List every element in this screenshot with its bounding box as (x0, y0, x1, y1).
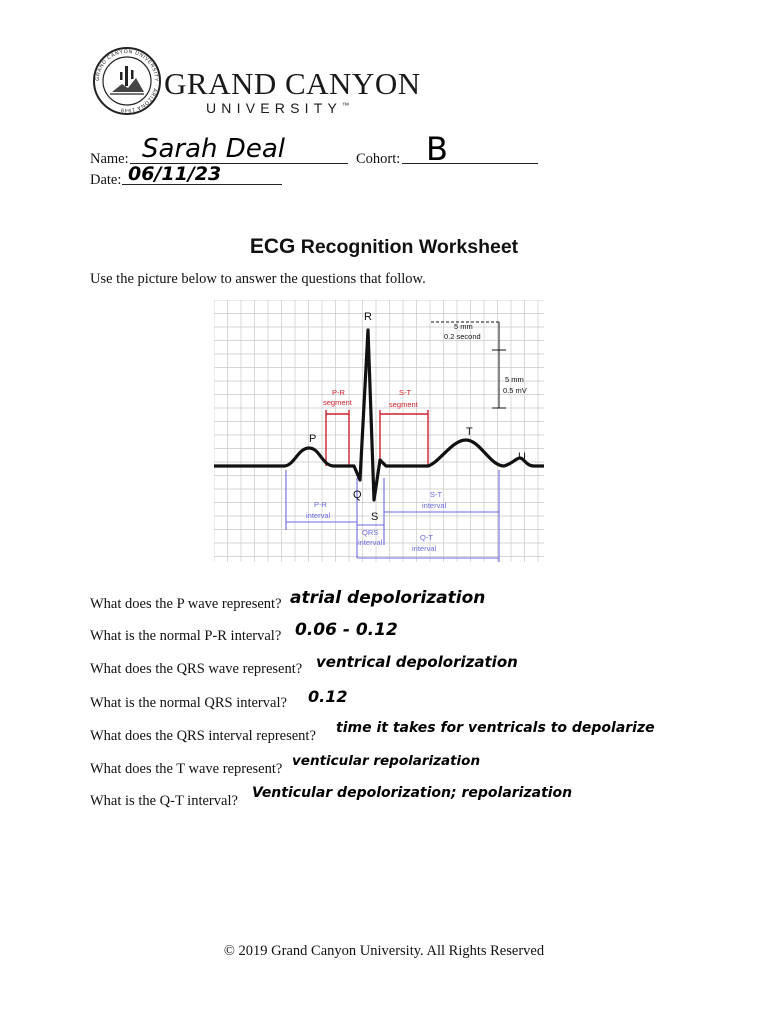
date-label: Date: (90, 172, 122, 188)
segment-markers (326, 410, 428, 466)
answer-text[interactable]: atrial depolorization (290, 588, 486, 608)
scale-time-mm: 5 mm (454, 322, 473, 331)
title-prefix: ECG (249, 235, 296, 258)
label-t: T (466, 426, 473, 438)
label-r: R (364, 311, 372, 323)
question-text: What does the QRS interval represent? (90, 728, 316, 744)
st-segment-label-1: S-T (399, 388, 412, 397)
label-q: Q (353, 489, 362, 501)
copyright-footer: © 2019 Grand Canyon University. All Rights Reserved (223, 943, 545, 959)
st-interval-label-1: S-T (430, 490, 443, 499)
title-rest: Recognition Worksheet (295, 236, 519, 258)
st-segment-label-2: segment (389, 400, 418, 409)
answer-text[interactable]: Venticular depolorization; repolarization (252, 785, 573, 801)
date-value[interactable]: 06/11/23 (128, 163, 222, 185)
label-u: U (518, 451, 526, 463)
pr-segment-label-2: segment (323, 398, 352, 407)
answer-text[interactable]: time it takes for ventricals to depolarize (336, 720, 655, 736)
qrs-interval-label-2: interval (358, 538, 383, 547)
name-value[interactable]: Sarah Deal (142, 134, 285, 164)
question-text: What does the QRS wave represent? (90, 661, 303, 677)
trademark: ™ (342, 102, 350, 110)
st-interval-label-2: interval (422, 501, 447, 510)
ecg-grid (214, 300, 544, 562)
scale-volt-mv: 0.5 mV (503, 386, 527, 395)
label-s: S (371, 511, 379, 523)
svg-text:GRAND CANYON UNIVERSITY · ARIZ: GRAND CANYON UNIVERSITY · ARIZONA 1949 (94, 48, 160, 114)
pr-segment-label-1: P-R (332, 388, 345, 397)
question-text: What does the T wave represent? (90, 761, 283, 777)
name-label: Name: (90, 151, 129, 167)
answer-text[interactable]: 0.12 (308, 687, 348, 706)
qt-interval-label-1: Q-T (420, 533, 433, 542)
pr-interval-label-2: interval (306, 511, 331, 520)
instructions: Use the picture below to answer the questions that follow. (90, 271, 426, 287)
cohort-line (402, 163, 538, 164)
university-seal (92, 46, 162, 116)
scale-time-sec: 0.2 second (444, 332, 481, 341)
question-text: What does the P wave represent? (90, 596, 282, 612)
question-text: What is the normal P-R interval? (90, 628, 282, 644)
answer-text[interactable]: venticular repolarization (292, 753, 481, 769)
seal-icon (92, 46, 162, 116)
ecg-diagram (214, 300, 544, 562)
ecg-waveform (214, 330, 544, 500)
worksheet-title (0, 235, 768, 259)
cohort-label: Cohort: (356, 151, 401, 167)
brand-name: GRAND CANYON (164, 66, 421, 101)
qt-interval-label-2: interval (412, 544, 437, 553)
label-p: P (309, 433, 317, 445)
answer-text[interactable]: ventrical depolorization (316, 653, 518, 671)
brand-university: UNIVERSITY (206, 100, 343, 116)
question-text: What is the Q-T interval? (90, 793, 238, 809)
brand-subtitle (206, 100, 349, 116)
cohort-value[interactable]: B (426, 130, 448, 168)
answer-text[interactable]: 0.06 - 0.12 (295, 620, 398, 640)
scale-volt-mm: 5 mm (505, 375, 524, 384)
question-text: What is the normal QRS interval? (90, 695, 287, 711)
qrs-interval-label-1: QRS (362, 528, 379, 537)
pr-interval-label-1: P-R (314, 500, 327, 509)
